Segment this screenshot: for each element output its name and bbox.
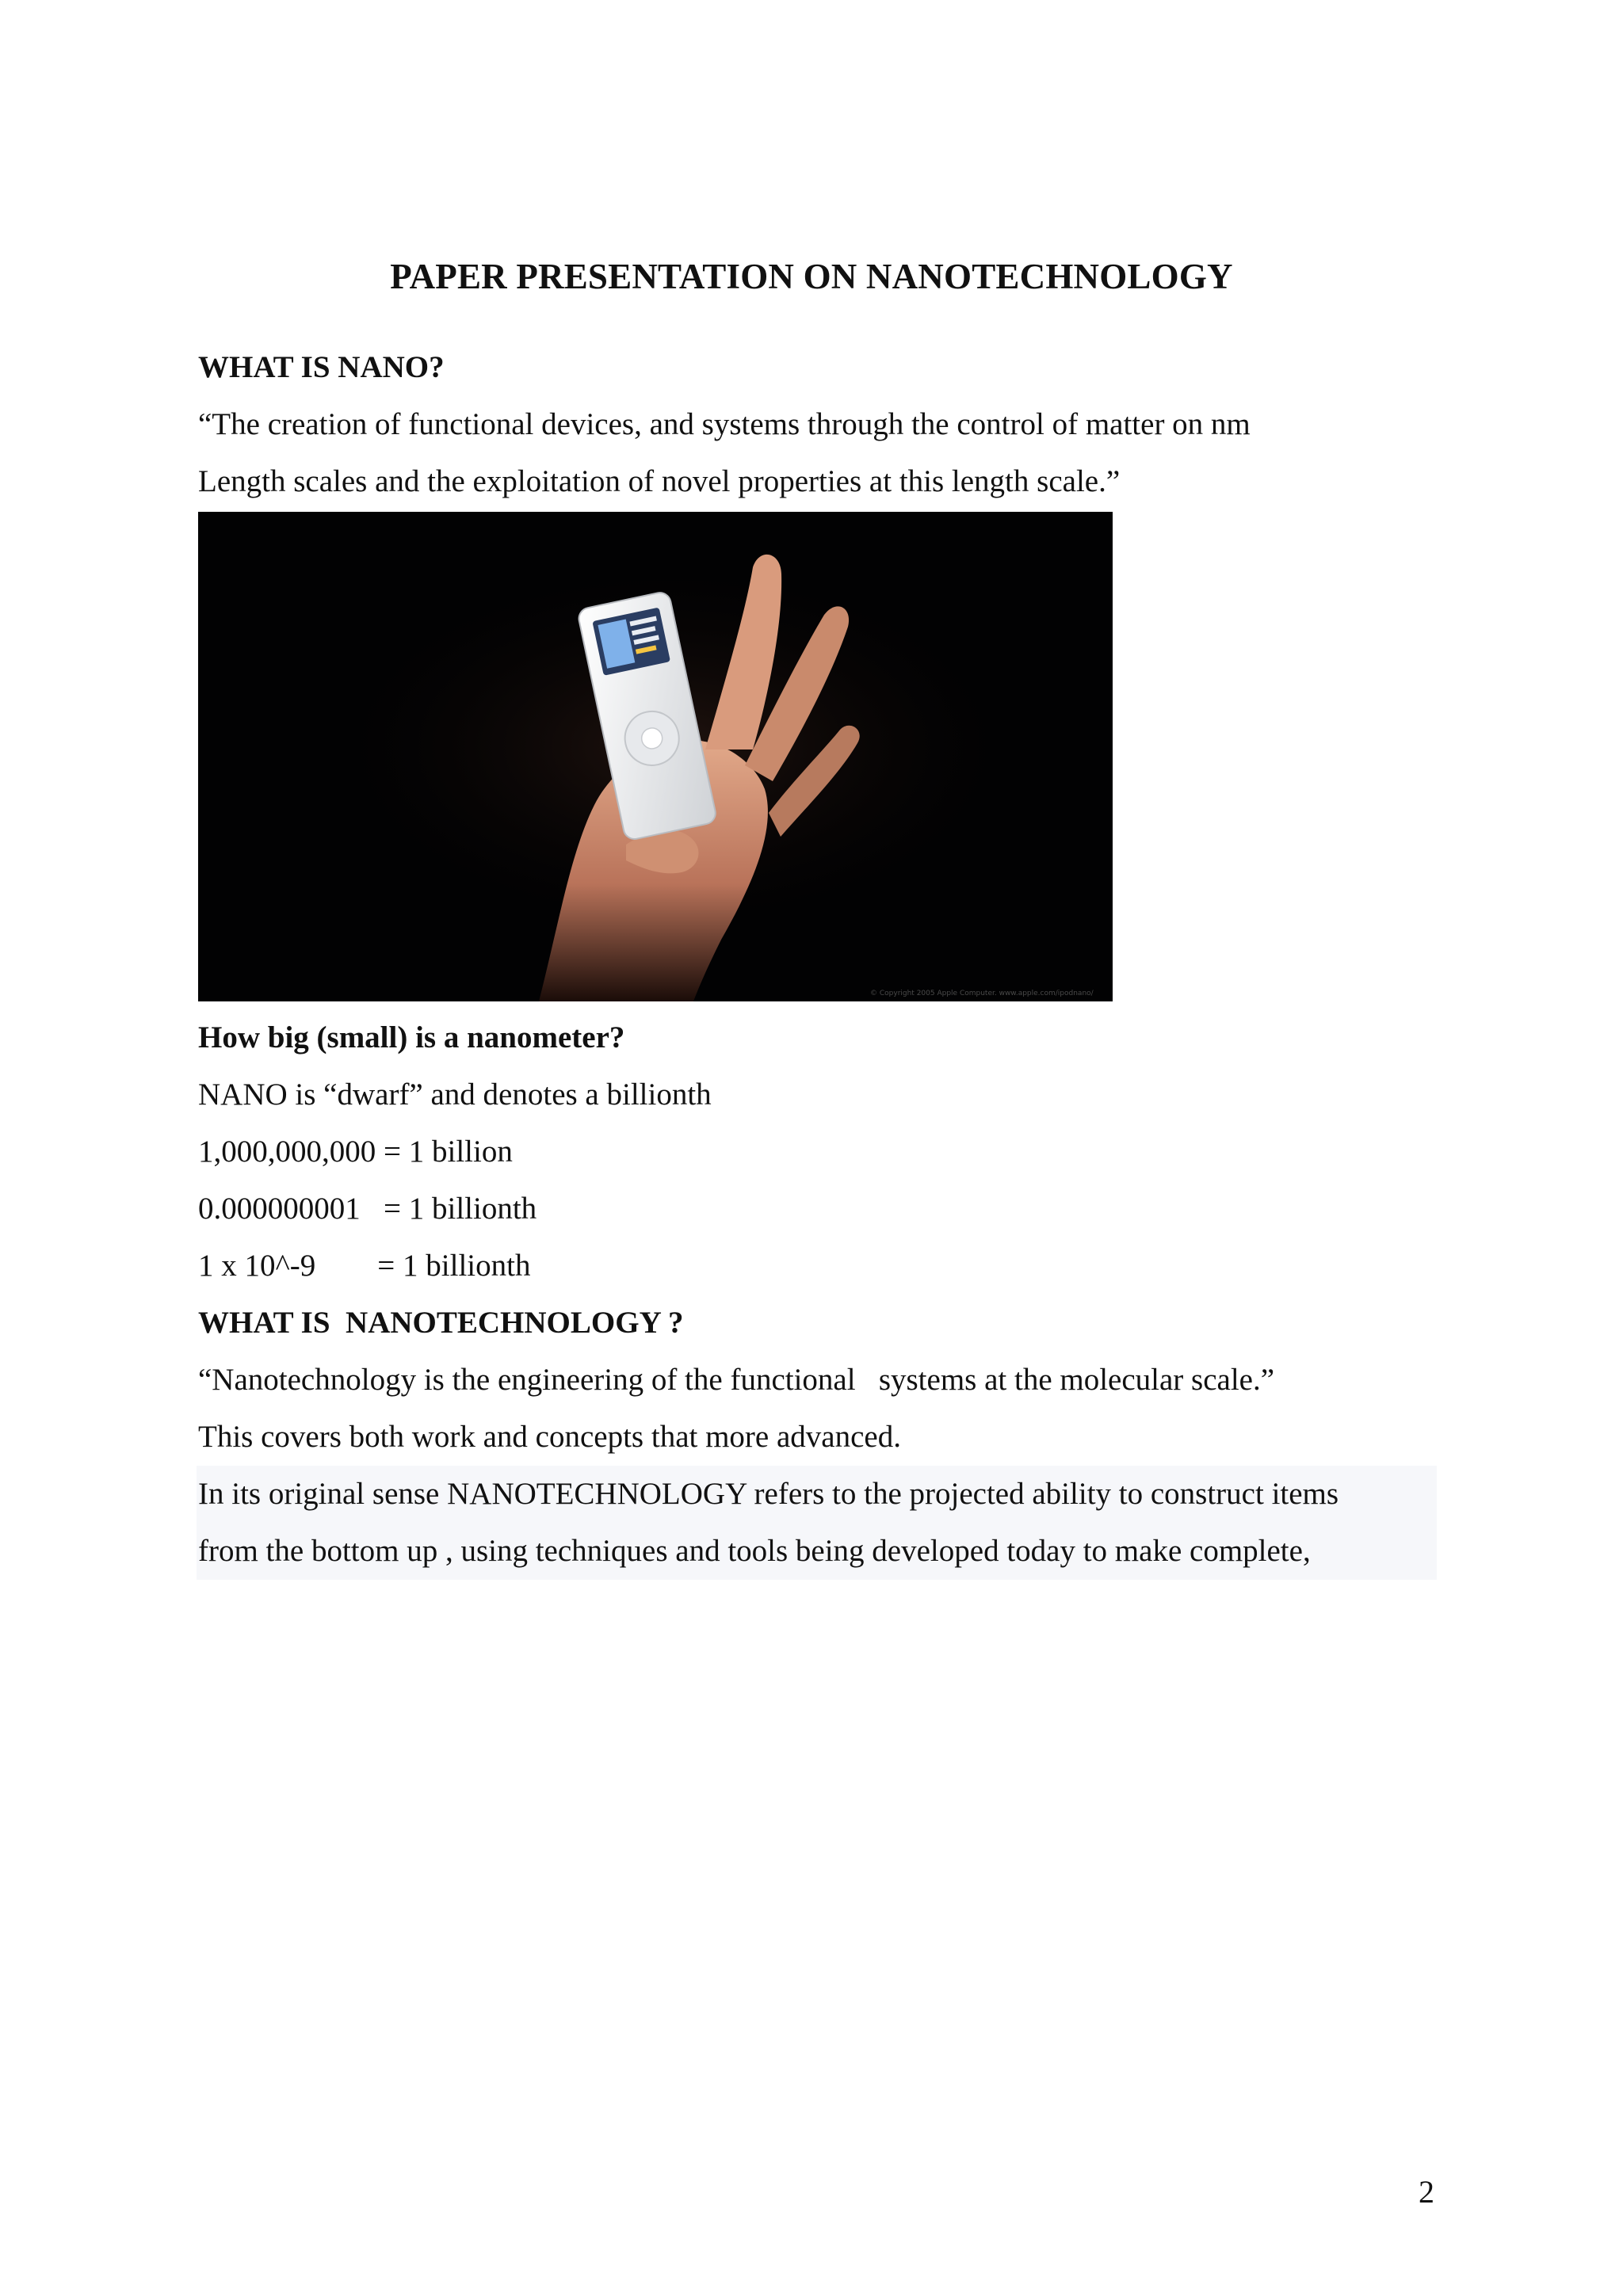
paragraph-line: In its original sense NANOTECHNOLOGY refers to the projected ability to construct items [198, 1477, 1339, 1511]
paragraph-line: “Nanotechnology is the engineering of the functional systems at the molecular scale.” [198, 1363, 1275, 1397]
hand-holding-music-player-photo [198, 512, 1113, 1001]
paragraph-line: 1 x 10^-9 = 1 billionth [198, 1249, 531, 1283]
paragraph-line: NANO is “dwarf” and denotes a billionth [198, 1077, 712, 1112]
page-title: PAPER PRESENTATION ON NANOTECHNOLOGY [390, 257, 1233, 296]
paragraph-line: 0.000000001 = 1 billionth [198, 1192, 537, 1226]
paragraph-line: from the bottom up , using techniques and tools being developed today to make complete, [198, 1534, 1311, 1568]
paragraph-line: “The creation of functional devices, and systems through the control of matter on nm [198, 407, 1251, 441]
highlighted-paragraph [197, 1466, 1437, 1580]
paragraph-line: This covers both work and concepts that more advanced. [198, 1420, 901, 1454]
document-body [198, 339, 1434, 1580]
figure-copyright-caption: © Copyright 2005 Apple Computer. www.apple.com/ipodnano/ [870, 990, 1094, 997]
paragraph-line: 1,000,000,000 = 1 billion [198, 1135, 513, 1169]
section-heading-nanometer-size: How big (small) is a nanometer? [198, 1020, 625, 1055]
paragraph-line: Length scales and the exploitation of novel properties at this length scale.” [198, 464, 1121, 498]
section-heading-what-is-nano: WHAT IS NANO? [198, 350, 445, 384]
section-heading-what-is-nanotechnology: WHAT IS NANOTECHNOLOGY ? [198, 1306, 684, 1340]
page-number: 2 [1419, 2174, 1434, 2210]
